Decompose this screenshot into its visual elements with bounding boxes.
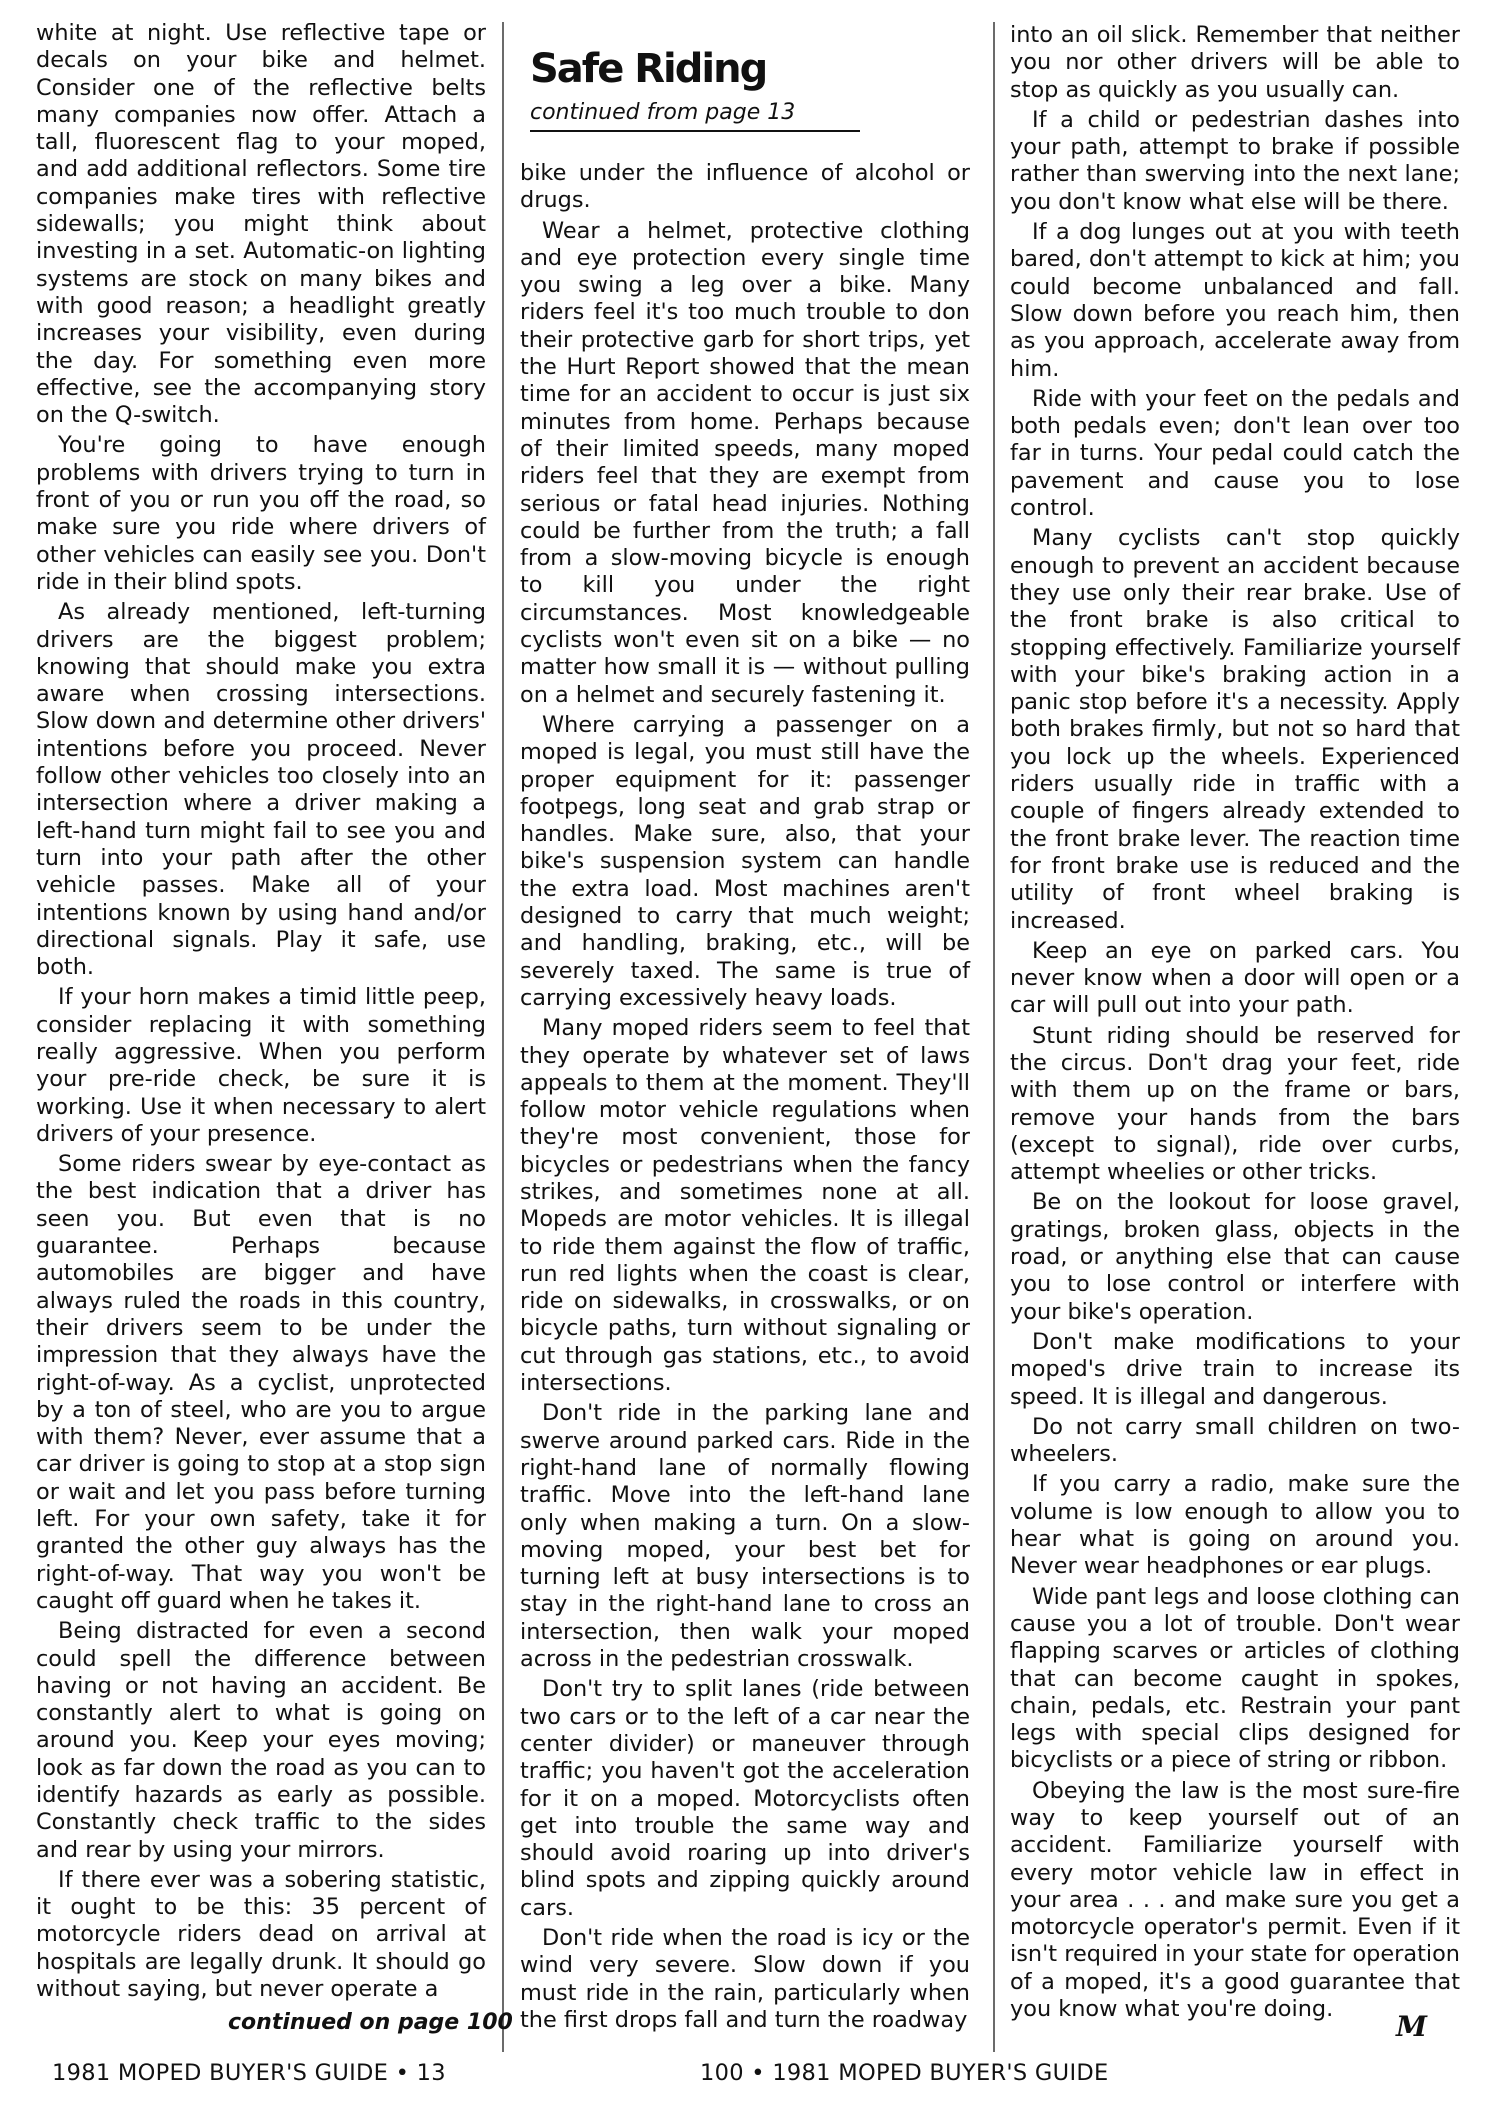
paragraph: white at night. Use reflective tape or decals on your bike and helmet. Consider one of the reflective belts many companies now offer. Attach a tall, fluorescent flag to your moped, and add additional reflectors. Some tire companies make tires with reflective sidewalls; you might think about investing in a set. Automatic-on lighting systems are stock on many bikes and with good reason; a headlight greatly increases your visibility, even during the day. For something even more effective, see the accompanying story on the Q-switch. xyxy=(36,20,486,429)
article-column-2 xyxy=(520,160,970,2034)
paragraph: into an oil slick. Remember that neither you nor other drivers will be able to stop as quickly as you usually can. xyxy=(1010,22,1460,103)
paragraph: Many moped riders seem to feel that they operate by whatever set of laws appeals to them at the moment. They'll follow motor vehicle regulations when they're most convenient, those for bicycles or pedestrians when the fancy strikes, and sometimes none at all. Mopeds are motor vehicles. It is illegal to ride them against the flow of traffic, run red lights when the coast is clear, ride on sidewalks, in crosswalks, or on bicycle paths, turn without signaling or cut through gas stations, etc., to avoid intersections. xyxy=(520,1015,970,1397)
article-title: Safe Riding xyxy=(530,46,767,92)
column-divider xyxy=(993,22,995,2052)
footer-right-folio: 100 • 1981 MOPED BUYER'S GUIDE xyxy=(700,2060,1109,2086)
end-mark-logo: M xyxy=(1396,2010,1427,2043)
paragraph: Don't make modifications to your moped's drive train to increase its speed. It is illegal and dangerous. xyxy=(1010,1328,1460,1410)
article-subtitle: continued from page 13 xyxy=(530,100,796,125)
paragraph: Ride with your feet on the pedals and both pedals even; don't lean over too far in turns. Your pedal could catch the pavement and cause you to lose control. xyxy=(1010,385,1460,522)
article-column-3 xyxy=(1010,22,1460,2023)
article-column-1 xyxy=(36,20,486,2003)
footer-left-folio: 1981 MOPED BUYER'S GUIDE • 13 xyxy=(52,2060,446,2086)
paragraph: bike under the influence of alcohol or drugs. xyxy=(520,160,970,214)
paragraph: Wear a helmet, protective clothing and eye protection every single time you swing a leg over a bike. Many riders feel it's too much trouble to don their protective garb for short trips, yet the Hurt Report showed that the mean time for an accident to occur is just six minutes from home. Perhaps because of their limited speeds, many moped riders feel that they are exempt from serious or fatal head injuries. Nothing could be further from the truth; a fall from a slow-moving bicycle is enough to kill you under the right circumstances. Most knowledgeable cyclists won't even sit on a bike — no matter how small it is — without pulling on a helmet and securely fastening it. xyxy=(520,217,970,708)
paragraph: Don't ride in the parking lane and swerve around parked cars. Ride in the right-hand lane of normally flowing traffic. Move into the left-hand lane only when making a turn. On a slow-moving moped, your best bet for turning left at busy intersections is to stay in the right-hand lane to cross an intersection, then walk your moped across in the pedestrian crosswalk. xyxy=(520,1400,970,1673)
paragraph: Obeying the law is the most sure-fire way to keep yourself out of an accident. Familiarize yourself with every motor vehicle law in effect in your area . . . and make sure you get a motorcycle operator's permit. Even if it isn't required in your state for operation of a moped, it's a good guarantee that you know what you're doing. xyxy=(1010,1777,1460,2023)
paragraph: If there ever was a sobering statistic, it ought to be this: 35 percent of motorcycle riders dead on arrival at hospitals are legally drunk. It should go without saying, but never operate a xyxy=(36,1866,486,2003)
paragraph: Don't try to split lanes (ride between two cars or to the left of a car near the center divider) or maneuver through traffic; you haven't got the acceleration for it on a moped. Motorcyclists often get into trouble the same way and should avoid roaring up into driver's blind spots and zipping quickly around cars. xyxy=(520,1676,970,1921)
paragraph: Wide pant legs and loose clothing can cause you a lot of trouble. Don't wear flapping scarves or articles of clothing that can become caught in spokes, chain, pedals, etc. Restrain your pant legs with special clips designed for bicyclists or a piece of string or ribbon. xyxy=(1010,1583,1460,1774)
paragraph: You're going to have enough problems with drivers trying to turn in front of you or run you off the road, so make sure you ride where drivers of other vehicles can easily see you. Don't ride in their blind spots. xyxy=(36,432,486,595)
title-underline xyxy=(530,130,860,132)
paragraph: If your horn makes a timid little peep, consider replacing it with something really aggressive. When you perform your pre-ride check, be sure it is working. Use it when necessary to alert drivers of your presence. xyxy=(36,984,486,1147)
paragraph: Many cyclists can't stop quickly enough to prevent an accident because they use only their rear brake. Use of the front brake is also critical to stopping effectively. Familiarize yourself with your bike's braking action in a panic stop before it's a necessity. Apply both brakes firmly, but not so hard that you lock up the wheels. Experienced riders usually ride in traffic with a couple of fingers already extended to the front brake lever. The reaction time for front brake use is reduced and the utility of front wheel braking is increased. xyxy=(1010,525,1460,934)
paragraph: Don't ride when the road is icy or the wind very severe. Slow down if you must ride in the rain, particularly when the first drops fall and turn the roadway xyxy=(520,1925,970,2033)
paragraph: If a dog lunges out at you with teeth bared, don't attempt to kick at him; you could become unbalanced and fall. Slow down before you reach him, then as you approach, accelerate away from him. xyxy=(1010,219,1460,382)
paragraph: As already mentioned, left-turning drivers are the biggest problem; knowing that should make you extra aware when crossing intersections. Slow down and determine other drivers' intentions before you proceed. Never follow other vehicles too closely into an intersection where a driver making a left-hand turn might fail to see you and turn into your path after the other vehicle passes. Make all of your intentions known by using hand and/or directional signals. Play it safe, use both. xyxy=(36,599,486,981)
paragraph: Some riders swear by eye-contact as the best indication that a driver has seen you. But even that is no guarantee. Perhaps because automobiles are bigger and have always ruled the roads in this country, their drivers seem to be under the impression that they always have the right-of-way. As a cyclist, unprotected by a ton of steel, who are you to argue with them? Never, ever assume that a car driver is going to stop at a stop sign or wait and let you pass before turning left. For your own safety, take it for granted the other guy always has the right-of-way. That way you won't be caught off guard when he takes it. xyxy=(36,1151,486,1614)
column-divider xyxy=(502,22,504,2052)
paragraph: Being distracted for even a second could spell the difference between having or not having an accident. Be constantly alert to what is going on around you. Keep your eyes moving; look as far down the road as you can to identify hazards as early as possible. Constantly check traffic to the sides and rear by using your mirrors. xyxy=(36,1618,486,1863)
paragraph: Where carrying a passenger on a moped is legal, you must still have the proper equipment for it: passenger footpegs, long seat and grab strap or handles. Make sure, also, that your bike's suspension system can handle the extra load. Most machines aren't designed to carry that much weight; and handling, braking, etc., will be severely taxed. The same is true of carrying excessively heavy loads. xyxy=(520,711,970,1011)
paragraph: Do not carry small children on two-wheelers. xyxy=(1010,1413,1460,1468)
continued-note: continued on page 100 xyxy=(228,2010,513,2035)
paragraph: Stunt riding should be reserved for the circus. Don't drag your feet, ride with them up on the frame or bars, remove your hands from the bars (except to signal), ride over curbs, attempt wheelies or other tricks. xyxy=(1010,1022,1460,1186)
paragraph: Be on the lookout for loose gravel, gratings, broken glass, objects in the road, or anything else that can cause you to lose control or interfere with your bike's operation. xyxy=(1010,1189,1460,1325)
paragraph: Keep an eye on parked cars. You never know when a door will open or a car will pull out into your path. xyxy=(1010,937,1460,1019)
paragraph: If a child or pedestrian dashes into your path, attempt to brake if possible rather than swerving into the next lane; you don't know what else will be there. xyxy=(1010,106,1460,215)
paragraph: If you carry a radio, make sure the volume is low enough to allow you to hear what is going on around you. Never wear headphones or ear plugs. xyxy=(1010,1471,1460,1580)
